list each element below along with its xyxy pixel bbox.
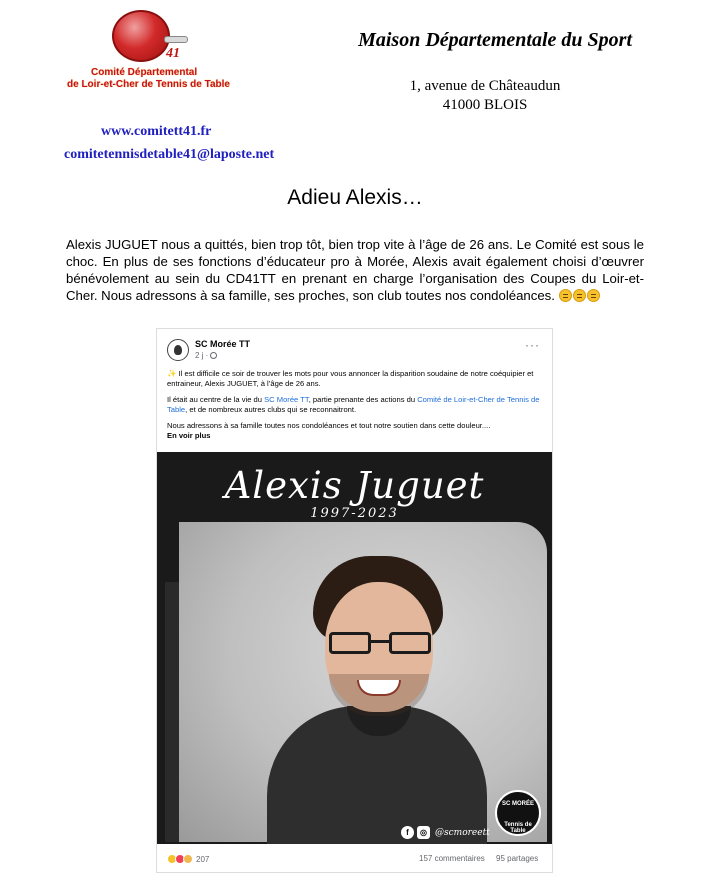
post-p3-text: Nous adressons à sa famille toutes nos condoléances et tout notre soutien dans cette douleur.... [167,421,491,430]
club-logo-top-text: SC MORÉE [501,801,534,807]
instagram-icon: ◎ [417,826,430,839]
sad-face-icon [559,289,572,302]
committee-mention-link[interactable]: Comité de Loir-et-Cher de Tennis de Table [167,395,540,414]
see-more-link[interactable]: En voir plus [167,431,211,440]
care-reaction-icon [183,854,193,864]
social-handles [401,826,490,839]
memorial-name: Alexis Juguet [224,464,485,507]
paddle-handle [164,36,188,43]
post-p2-middle: , partie prenante des actions du [308,395,418,404]
social-handle: @scmoreett [435,827,490,838]
portrait-frame [179,522,547,842]
address-line2: 41000 BLOIS [442,97,528,113]
globe-icon [210,352,217,359]
organization-name: Maison Départementale du Sport [358,29,632,51]
glasses-lens-right [389,632,431,654]
post-p2-before: Il était au centre de la vie du [167,395,265,404]
logo-text-line1: Comité Départemental [91,67,198,78]
glasses-bridge [371,640,389,643]
post-time-text: 2 j · [195,351,209,360]
committee-logo [64,10,244,92]
logo-text-line2: de Loir-et-Cher de Tennis de Table [67,79,230,90]
post-footer [157,847,552,871]
post-p2-after: , et de nombreux autres clubs qui se reconnaitront. [185,405,357,414]
post-timestamp[interactable] [195,351,217,360]
portrait-photo [267,556,487,844]
reactions-summary[interactable] [167,854,209,864]
post-text [167,369,545,447]
more-options-icon[interactable]: ··· [525,338,540,352]
facebook-icon: f [401,826,414,839]
sad-face-icon [573,289,586,302]
shares-count[interactable]: 95 partages [496,854,539,863]
post-paragraph-1: ✨ Il est difficile ce soir de trouver les mots pour vous annoncer la disparition soudaine de notre coéquipier et entraineur, Alexis JUGUET, à l’âge de 26 ans. [167,369,534,388]
glasses-lens-left [329,632,371,654]
club-mention-link[interactable]: SC Morée TT [264,395,309,404]
email-link[interactable]: comitetennisdetable41@laposte.net [64,147,275,162]
logo-number: 41 [166,46,180,61]
page-name[interactable]: SC Morée TT [195,339,251,349]
page-avatar[interactable] [167,339,189,361]
facebook-post [156,328,553,873]
ping-pong-paddle-icon [112,10,170,62]
page-title: Adieu Alexis… [287,186,423,209]
reactions-count: 207 [196,854,210,864]
post-header [157,329,552,369]
comments-count[interactable]: 157 commentaires [419,854,485,863]
memorial-image[interactable] [157,452,552,844]
glasses-icon [329,632,431,654]
club-logo [495,790,541,836]
announcement-paragraph [66,236,644,306]
website-link[interactable]: www.comitett41.fr [101,124,212,139]
address-line1: 1, avenue de Châteaudun [409,78,561,94]
sad-face-icon [587,289,600,302]
post-paragraph-2 [167,395,545,415]
memorial-years: 1997-2023 [310,506,399,521]
address [380,77,590,115]
post-paragraph-3 [167,421,545,441]
club-logo-bottom-text: Tennis de Table [504,822,532,834]
sad-emoji-group [559,289,601,306]
announcement-text: Alexis JUGUET nous a quittés, bien trop tôt, bien trop vite à l’âge de 26 ans. Le Comité est sous le choc. En plus de ses fonctions d’éducateur pro à Morée, Alexis avait également choisi d’œuvrer bénévolement au sein du CD41TT en prenant en charge l’organisation des Coupes du Loir-et-Cher. Nous adressons à sa famille, ses proches, son club toutes nos condoléances. [66,237,644,303]
